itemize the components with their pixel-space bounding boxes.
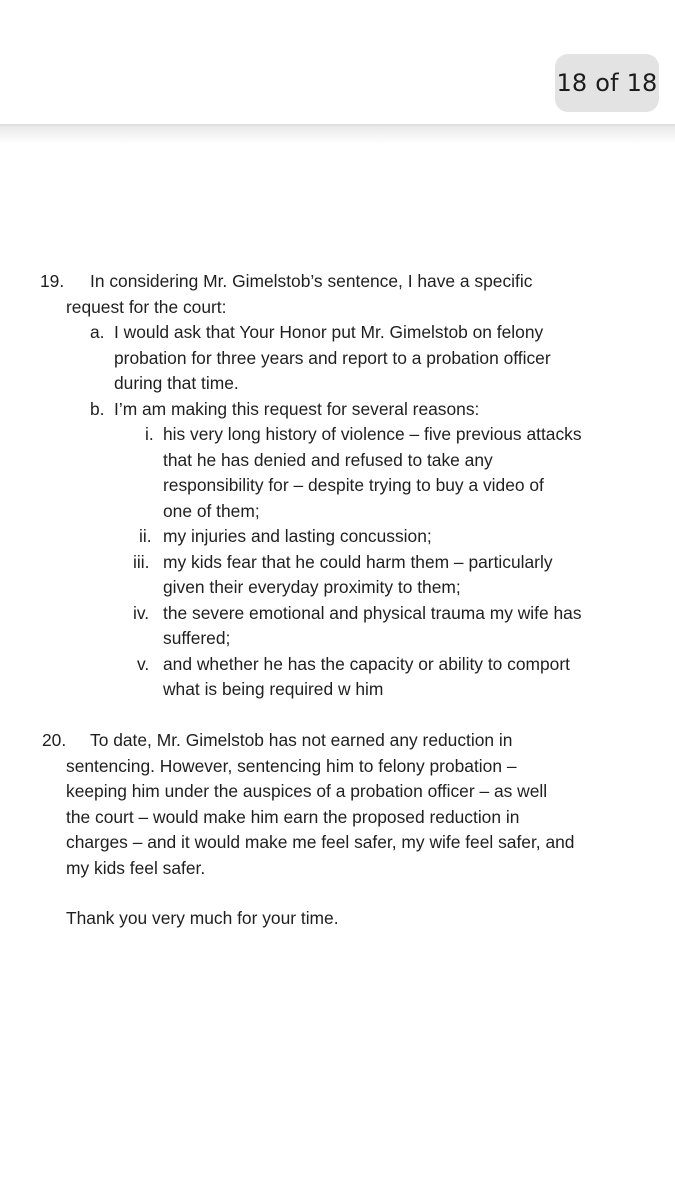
text-line: his very long history of violence – five previous attacks xyxy=(163,424,582,444)
paragraph-20-body xyxy=(66,754,574,882)
text-line: request for the court: xyxy=(66,296,227,317)
list-marker: i. xyxy=(145,424,154,444)
text-line: given their everyday proximity to them; xyxy=(163,577,461,597)
paragraph-number: 20. xyxy=(42,730,67,750)
paragraph-20-line xyxy=(90,728,512,754)
list-item xyxy=(114,320,551,397)
text-line: To date, Mr. Gimelstob has not earned any reduction in xyxy=(90,730,513,750)
document-page xyxy=(0,144,675,1200)
closing-line xyxy=(66,906,339,932)
list-item xyxy=(163,550,553,601)
text-line: my kids feel safer. xyxy=(66,857,206,878)
text-line: In considering Mr. Gimelstob’s sentence, I have a specific xyxy=(90,271,533,291)
text-line: my kids fear that he could harm them – particularly xyxy=(163,551,553,572)
text-line: responsibility for – despite trying to buy a video of xyxy=(163,475,544,495)
list-item xyxy=(163,524,432,550)
text-line: keeping him under the auspices of a probation officer – as well xyxy=(66,781,548,801)
text-line: the severe emotional and physical trauma my wife has xyxy=(163,602,582,623)
text-line: I would ask that Your Honor put Mr. Gimelstob on felony xyxy=(114,322,544,342)
text-line: what is being required w him xyxy=(163,679,384,699)
text-line: the court – would make him earn the proposed reduction in xyxy=(66,806,520,827)
text-line: that he has denied and refused to take any xyxy=(163,449,493,470)
list-item xyxy=(114,397,479,423)
list-item xyxy=(163,652,570,703)
text-line: during that time. xyxy=(114,373,239,393)
list-marker: iii. xyxy=(133,551,150,572)
list-marker: a. xyxy=(90,322,105,342)
text-line: charges – and it would make me feel safer, my wife feel safer, and xyxy=(66,832,575,852)
list-marker: ii. xyxy=(139,526,152,546)
paragraph-19-line xyxy=(90,269,532,295)
text-line: suffered; xyxy=(163,628,231,648)
list-marker: b. xyxy=(90,398,105,419)
page-divider xyxy=(0,124,675,144)
page-counter[interactable]: 18 of 18 xyxy=(555,54,659,112)
text-line: Thank you very much for your time. xyxy=(66,908,339,928)
list-item xyxy=(163,422,582,524)
text-line: my injuries and lasting concussion; xyxy=(163,526,432,546)
text-line: sentencing. However, sentencing him to felony probation – xyxy=(66,755,517,776)
text-line: I’m am making this request for several reasons: xyxy=(114,398,480,419)
list-item xyxy=(163,601,582,652)
list-marker: v. xyxy=(137,653,150,674)
text-line: probation for three years and report to a probation officer xyxy=(114,347,551,368)
viewer-toolbar xyxy=(0,0,675,126)
list-marker: iv. xyxy=(133,602,150,623)
text-line: one of them; xyxy=(163,500,260,521)
paragraph-19-line xyxy=(66,295,226,321)
paragraph-number: 19. xyxy=(40,271,65,291)
text-line: and whether he has the capacity or ability to comport xyxy=(163,653,570,674)
